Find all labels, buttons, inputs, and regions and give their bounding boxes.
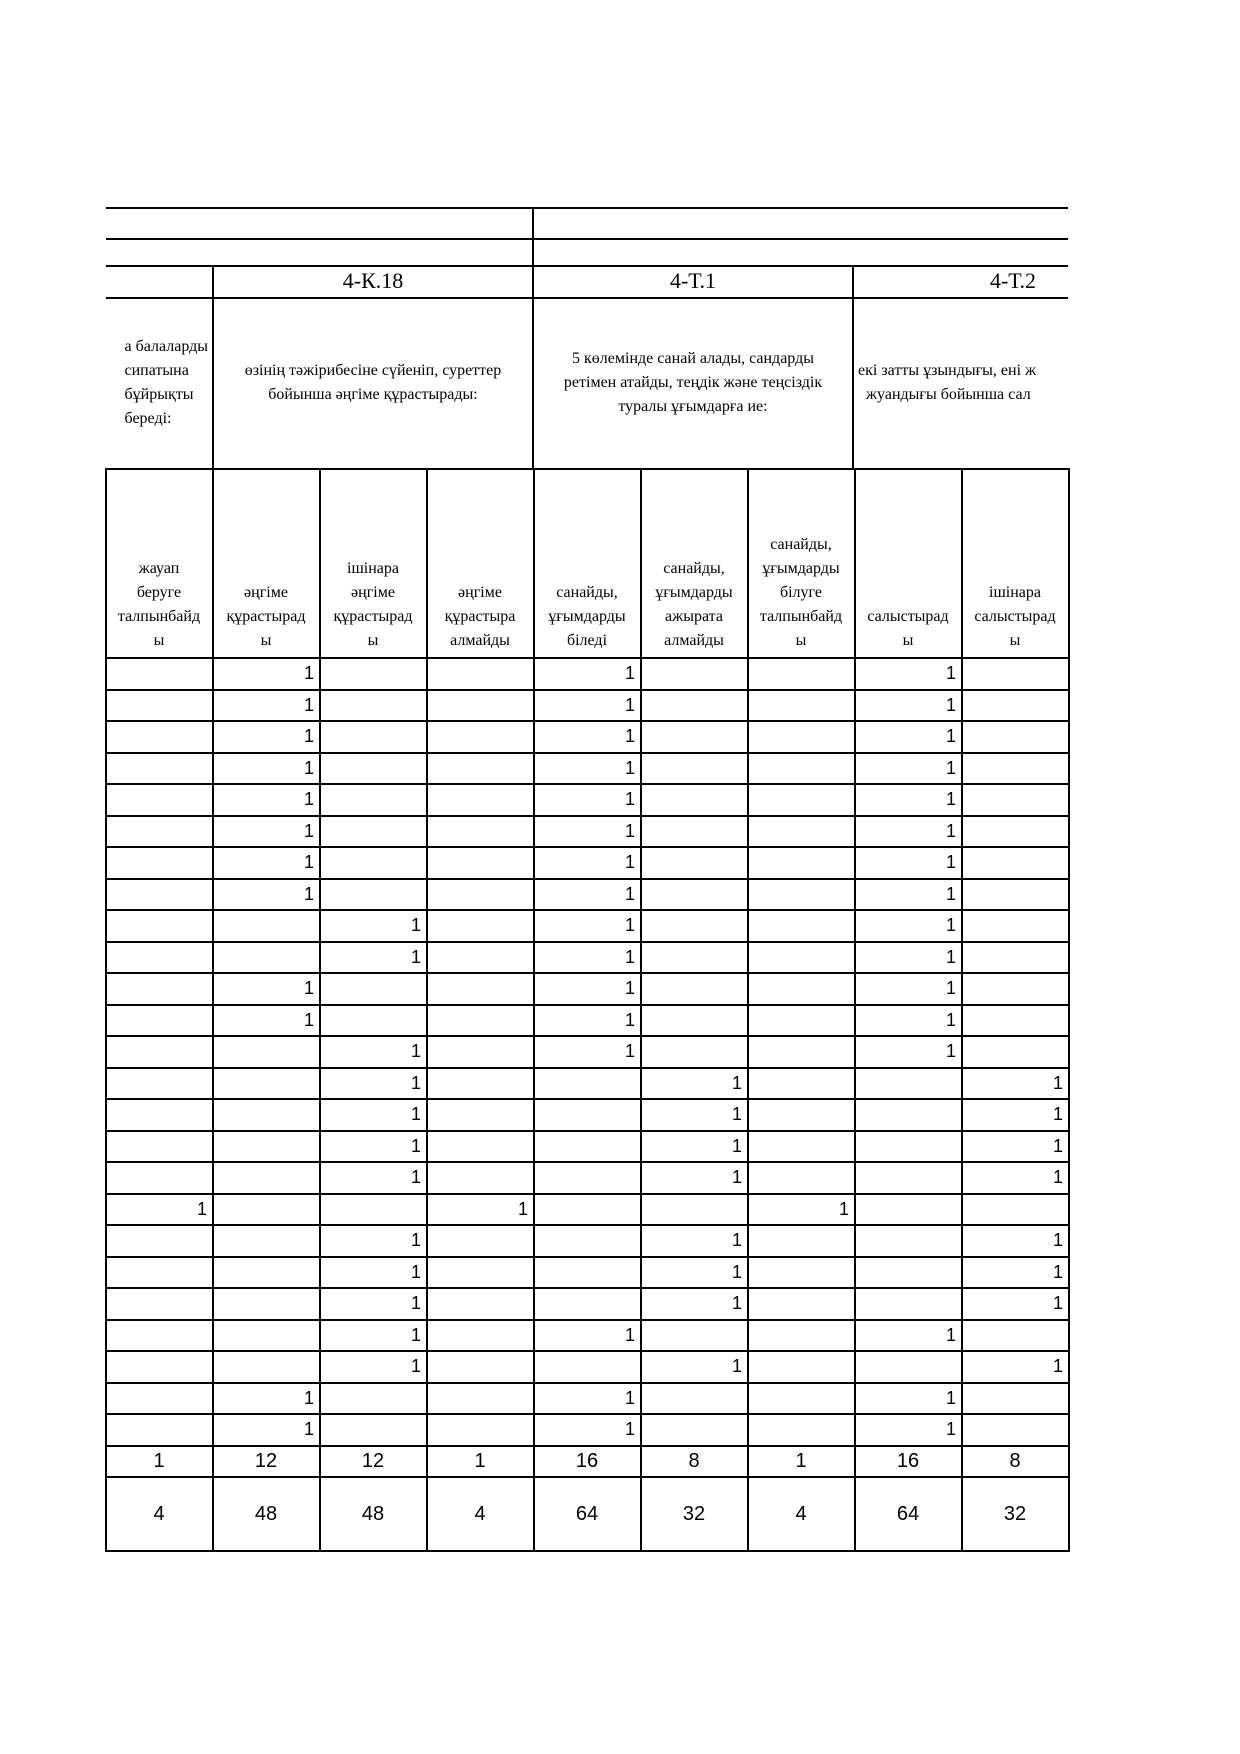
table-cell: 1 [945,1009,956,1030]
table-cell [428,1351,532,1383]
percent-cell: 64 [896,1502,920,1525]
total-cell: 8 [1009,1449,1021,1472]
table-cell [107,1099,211,1131]
table-cell: 1 [624,915,635,935]
table-cell: 1 [517,1198,528,1219]
table-cell: 1 [731,1135,742,1156]
table-cell [963,1036,1067,1068]
table-cell: 1 [1052,1104,1063,1124]
table-cell [535,1131,639,1163]
table-cell [856,1288,960,1320]
group-code-4-t1: 4-Т.1 [669,268,717,293]
table-cell [749,1351,853,1383]
table-cell: 1 [1052,1072,1063,1093]
table-cell [963,816,1067,848]
table-cell: 1 [945,789,956,809]
table-cell [963,879,1067,911]
table-cell [107,1288,211,1320]
table-cell [428,910,532,942]
table-cell [428,1225,532,1257]
table-cell: 1 [196,1198,207,1219]
percent-cell: 32 [1003,1502,1027,1525]
table-cell: 1 [410,1072,421,1093]
table-cell [963,721,1067,753]
column-header: санайды, ұғымдарды ажырата алмайды [655,560,733,649]
table-cell: 1 [410,1356,421,1376]
table-cell [749,753,853,785]
table-cell: 1 [945,915,956,935]
table-cell [321,1414,425,1446]
table-cell: 1 [410,946,421,967]
table-cell: 1 [731,1104,742,1124]
table-cell [749,1099,853,1131]
table-cell: 1 [731,1261,742,1282]
table-cell [107,658,211,690]
table-cell [535,1162,639,1194]
percent-cell: 4 [153,1502,165,1525]
column-header: санайды, ұғымдарды біледі [548,584,626,649]
table-cell [749,1320,853,1352]
table-cell [428,1099,532,1131]
table-cell [642,658,746,690]
table-cell: 1 [624,1419,635,1439]
table-cell [321,816,425,848]
percent-cell: 48 [361,1502,385,1525]
group-description-4-t1: 5 көлемінде санай алады, сандарды ретімен атайды, теңдік және теңсіздік туралы ұғымдарға ие: [563,350,823,415]
table-cell: 1 [303,852,314,872]
table-cell [428,784,532,816]
table-cell [749,784,853,816]
table-cell: 1 [945,978,956,998]
table-cell: 1 [945,946,956,967]
table-cell [321,973,425,1005]
table-cell [428,816,532,848]
table-cell [642,816,746,848]
column-header: салыстырад ы [867,608,949,649]
table-cell: 1 [624,789,635,809]
table-cell: 1 [945,694,956,715]
table-cell [107,1131,211,1163]
table-cell [214,1036,318,1068]
table-cell [749,721,853,753]
table-cell: 1 [624,883,635,904]
table-cell [107,753,211,785]
table-cell [428,879,532,911]
header-divider [852,265,854,470]
table-cell [428,1288,532,1320]
total-cell: 1 [795,1449,807,1472]
table-cell: 1 [624,852,635,872]
table-cell [642,1005,746,1037]
table-cell [428,1162,532,1194]
table-cell [856,1194,960,1226]
total-cell: 16 [896,1449,920,1472]
table-cell: 1 [303,978,314,998]
table-cell: 1 [303,663,314,683]
table-cell [321,879,425,911]
table-cell [214,1257,318,1289]
table-cell [642,1036,746,1068]
table-cell [963,1383,1067,1415]
table-cell [107,847,211,879]
table-cell [535,1257,639,1289]
table-cell [107,1351,211,1383]
table-cell [749,1225,853,1257]
table-cell [214,1131,318,1163]
table-cell [107,1225,211,1257]
table-cell [749,1257,853,1289]
table-cell [428,1414,532,1446]
column-header: әңгіме құрастыра алмайды [444,584,516,649]
table-cell: 1 [1052,1356,1063,1376]
table-cell [535,1099,639,1131]
total-cell: 12 [361,1449,385,1472]
table-cell [856,1099,960,1131]
table-cell [749,942,853,974]
table-cell: 1 [945,663,956,683]
percent-cell: 48 [254,1502,278,1525]
table-cell [963,910,1067,942]
table-cell [428,721,532,753]
table-cell: 1 [410,1261,421,1282]
table-cell [214,1068,318,1100]
table-cell [214,1351,318,1383]
table-cell [107,973,211,1005]
group-description-4-t2: екі затты ұзындығы, ені ж жуандығы бойынша сал [858,362,1037,403]
table-cell [749,1383,853,1415]
table-cell [107,1005,211,1037]
total-cell: 8 [688,1449,700,1472]
table-cell [428,658,532,690]
column-divider [1068,468,1070,1552]
table-cell: 1 [624,820,635,841]
table-cell [428,1383,532,1415]
table-cell [642,910,746,942]
table-cell: 1 [410,1041,421,1061]
header-line [106,238,1068,240]
table-cell: 1 [410,1230,421,1250]
table-cell [642,847,746,879]
table-cell [321,753,425,785]
table-cell [963,1414,1067,1446]
group-code-4-k18: 4-К.18 [342,268,404,293]
table-cell [749,1414,853,1446]
table-cell: 1 [731,1230,742,1250]
group-code-4-t2: 4-Т.2 [989,268,1037,293]
table-cell [749,1162,853,1194]
table-cell [535,1194,639,1226]
table-cell [856,1225,960,1257]
table-cell [749,973,853,1005]
table-cell [214,1225,318,1257]
table-cell: 1 [303,1419,314,1439]
table-cell: 1 [838,1198,849,1219]
table-cell: 1 [1052,1230,1063,1250]
table-cell [107,1257,211,1289]
table-cell: 1 [410,1167,421,1187]
table-cell [535,1225,639,1257]
table-cell [321,690,425,722]
table-cell: 1 [303,694,314,715]
table-cell [749,1131,853,1163]
table-cell [428,1257,532,1289]
table-cell [214,1099,318,1131]
table-cell: 1 [945,757,956,778]
table-cell: 1 [945,820,956,841]
table-cell [428,942,532,974]
table-cell [642,784,746,816]
table-cell [642,753,746,785]
table-cell [428,690,532,722]
table-cell [107,690,211,722]
table-cell [642,1194,746,1226]
percent-cell: 4 [474,1502,486,1525]
table-cell: 1 [624,1324,635,1345]
table-cell [321,658,425,690]
table-cell [856,1068,960,1100]
table-cell: 1 [945,1041,956,1061]
table-cell [642,1320,746,1352]
table-cell [642,721,746,753]
table-cell: 1 [624,663,635,683]
table-cell [749,1036,853,1068]
table-cell: 1 [624,757,635,778]
table-cell: 1 [410,1293,421,1313]
table-cell [107,1036,211,1068]
table-cell [107,942,211,974]
table-cell [963,753,1067,785]
table-cell: 1 [303,820,314,841]
table-cell: 1 [731,1293,742,1313]
table-cell: 1 [945,1419,956,1439]
table-cell: 1 [303,789,314,809]
table-cell: 1 [303,726,314,746]
table-cell [856,1131,960,1163]
table-cell [642,879,746,911]
table-cell [749,847,853,879]
table-cell [535,1068,639,1100]
table-cell [749,879,853,911]
table-cell [321,721,425,753]
table-cell: 1 [624,978,635,998]
percent-cell: 32 [682,1502,706,1525]
table-cell: 1 [1052,1135,1063,1156]
table-cell [428,1131,532,1163]
table-cell: 1 [731,1167,742,1187]
table-cell [428,1005,532,1037]
table-cell [963,1194,1067,1226]
table-cell [107,1068,211,1100]
table-cell [963,1320,1067,1352]
table-cell [107,721,211,753]
table-cell: 1 [1052,1293,1063,1313]
total-cell: 16 [575,1449,599,1472]
percent-cell: 64 [575,1502,599,1525]
table-cell: 1 [1052,1167,1063,1187]
table-cell [749,816,853,848]
table-cell [107,1414,211,1446]
table-cell [321,784,425,816]
column-header: санайды, ұғымдарды білуге талпынбайд ы [759,536,843,649]
column-header: ішінара салыстырад ы [974,584,1056,649]
table-cell [749,690,853,722]
table-cell [749,658,853,690]
table-cell: 1 [624,1009,635,1030]
table-cell [428,1320,532,1352]
table-cell [428,973,532,1005]
table-cell [214,1162,318,1194]
table-cell [642,973,746,1005]
table-cell [214,1194,318,1226]
table-cell [107,879,211,911]
table-cell [321,1005,425,1037]
total-cell: 1 [153,1449,165,1472]
total-cell: 12 [254,1449,278,1472]
table-cell [856,1162,960,1194]
column-header: ішінара әңгіме құрастырад ы [333,560,413,649]
table-cell: 1 [1052,1261,1063,1282]
table-cell [107,1383,211,1415]
percent-cell: 4 [795,1502,807,1525]
table-cell [749,1068,853,1100]
table-cell [321,1194,425,1226]
table-cell: 1 [945,726,956,746]
table-cell: 1 [410,1104,421,1124]
table-cell [856,1351,960,1383]
table-cell [428,1068,532,1100]
table-cell [214,1320,318,1352]
table-cell [642,1383,746,1415]
table-cell: 1 [624,1387,635,1408]
table-cell [963,784,1067,816]
table-cell: 1 [731,1072,742,1093]
table-cell [428,753,532,785]
table-cell [856,1257,960,1289]
table-cell [963,847,1067,879]
table-cell [107,1162,211,1194]
table-cell: 1 [303,1387,314,1408]
table-cell [428,847,532,879]
table-cell [642,690,746,722]
table-cell [749,1005,853,1037]
table-cell [963,690,1067,722]
header-line [106,207,1068,209]
table-cell [535,1288,639,1320]
table-cell: 1 [303,883,314,904]
table-cell [963,1005,1067,1037]
table-cell [107,816,211,848]
table-cell [321,847,425,879]
table-cell [107,910,211,942]
table-cell [214,910,318,942]
table-cell: 1 [303,757,314,778]
table-cell: 1 [945,852,956,872]
table-cell: 1 [624,726,635,746]
table-cell [642,942,746,974]
table-cell [963,973,1067,1005]
table-cell: 1 [624,694,635,715]
table-cell: 1 [731,1356,742,1376]
table-cell [963,658,1067,690]
table-cell [214,1288,318,1320]
table-cell: 1 [624,1041,635,1061]
table-cell [428,1036,532,1068]
table-cell [642,1414,746,1446]
table-cell: 1 [410,1135,421,1156]
table-cell [107,1320,211,1352]
group-description-partial: а балаларды сипатына бұйрықты береді: [124,338,208,427]
table-cell [107,784,211,816]
table-cell: 1 [624,946,635,967]
table-cell [749,910,853,942]
table-cell: 1 [945,1324,956,1345]
table-cell: 1 [945,1387,956,1408]
column-header: әңгіме құрастырад ы [226,584,306,649]
table-cell [749,1288,853,1320]
column-header: жауап беруге талпынбайд ы [117,560,201,649]
table-cell [214,942,318,974]
table-cell: 1 [303,1009,314,1030]
total-cell: 1 [474,1449,486,1472]
table-cell [535,1351,639,1383]
table-cell: 1 [945,883,956,904]
table-cell: 1 [410,1324,421,1345]
table-cell [963,942,1067,974]
table-cell: 1 [410,915,421,935]
percent-line [105,1550,1070,1552]
table-cell [321,1383,425,1415]
group-description-4-k18: өзінің тәжірибесіне сүйеніп, суреттер бойынша әңгіме құрастырады: [244,362,502,403]
